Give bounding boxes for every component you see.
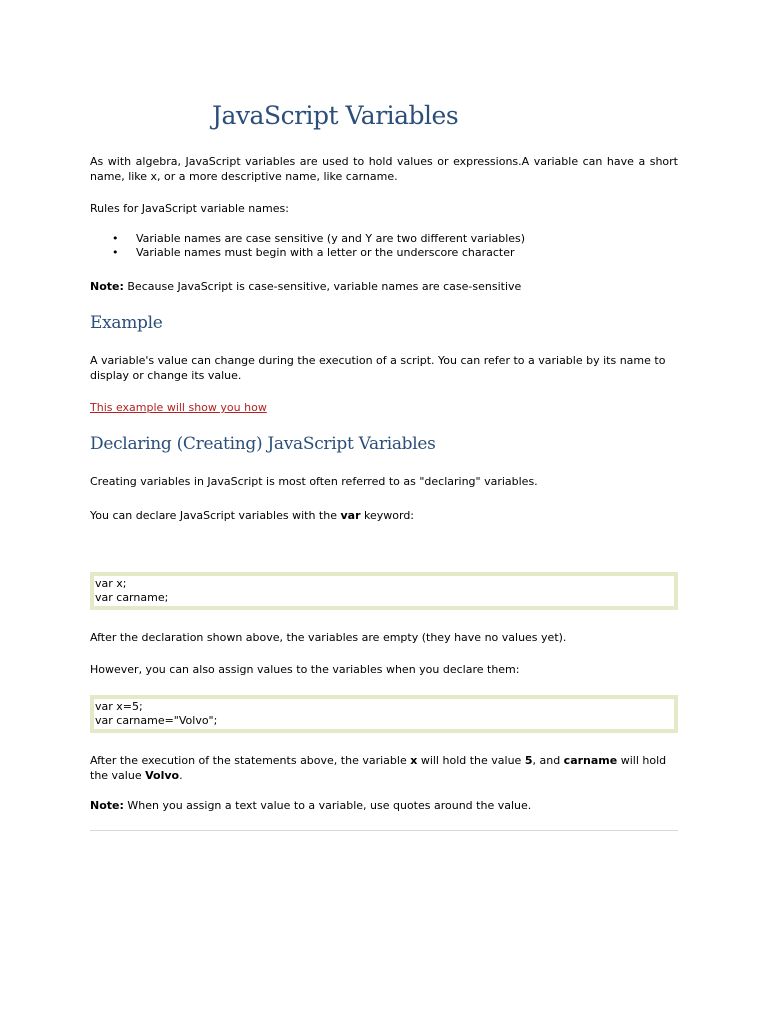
code-line: var x; <box>95 577 127 590</box>
note-paragraph-2 <box>90 798 678 813</box>
var-keyword-text-pre: You can declare JavaScript variables with the <box>90 509 341 522</box>
result-text: After the execution of the statements above, the variable <box>90 754 411 767</box>
var-keyword-text-post: keyword: <box>360 509 415 522</box>
result-paragraph <box>90 753 678 783</box>
list-item <box>90 246 525 260</box>
bullet-icon: • <box>112 232 119 245</box>
code-block-assignment <box>90 695 678 733</box>
horizontal-divider <box>90 830 678 831</box>
result-text: . <box>179 769 183 782</box>
declaring-paragraph: Creating variables in JavaScript is most often referred to as "declaring" variables. <box>90 475 538 488</box>
result-bold-carname: carname <box>563 754 618 767</box>
result-bold-x: x <box>410 754 418 767</box>
bullet-icon: • <box>112 246 119 259</box>
code-block-declaration <box>90 572 678 610</box>
result-text: , and <box>532 754 564 767</box>
code-line: var carname="Volvo"; <box>95 714 218 727</box>
rule-text: Variable names are case sensitive (y and Y are two different variables) <box>136 232 526 245</box>
example-heading: Example <box>90 313 163 333</box>
note-text: Because JavaScript is case-sensitive, variable names are case-sensitive <box>123 280 522 293</box>
assign-values-paragraph: However, you can also assign values to the variables when you declare them: <box>90 663 520 676</box>
result-bold-5: 5 <box>524 754 533 767</box>
note-label: Note: <box>90 799 124 812</box>
declaring-heading: Declaring (Creating) JavaScript Variables <box>90 434 436 454</box>
note-text: When you assign a text value to a variable, use quotes around the value. <box>123 799 532 812</box>
code-line: var carname; <box>95 591 169 604</box>
rule-text: Variable names must begin with a letter or the underscore character <box>136 246 515 259</box>
rules-heading: Rules for JavaScript variable names: <box>90 202 289 215</box>
var-keyword: var <box>340 509 361 522</box>
intro-paragraph: As with algebra, JavaScript variables are used to hold values or expressions.A variable can have a short name, like x, or a more descriptive name, like carname. <box>90 155 678 183</box>
result-bold-volvo: Volvo <box>145 769 180 782</box>
example-paragraph: A variable's value can change during the execution of a script. You can refer to a variable by its name to display or change its value. <box>90 354 666 382</box>
code-line: var x=5; <box>95 700 143 713</box>
note-label: Note: <box>90 280 124 293</box>
empty-variables-paragraph: After the declaration shown above, the variables are empty (they have no values yet). <box>90 631 567 644</box>
example-link[interactable]: This example will show you how <box>90 401 267 414</box>
example-link-paragraph <box>90 400 678 415</box>
page-title: JavaScript Variables <box>212 101 459 130</box>
list-item <box>90 232 525 246</box>
rules-list <box>90 232 525 260</box>
var-keyword-paragraph <box>90 508 678 523</box>
result-text: will hold the value <box>90 754 667 782</box>
note-paragraph <box>90 279 678 294</box>
result-text: will hold the value <box>417 754 525 767</box>
